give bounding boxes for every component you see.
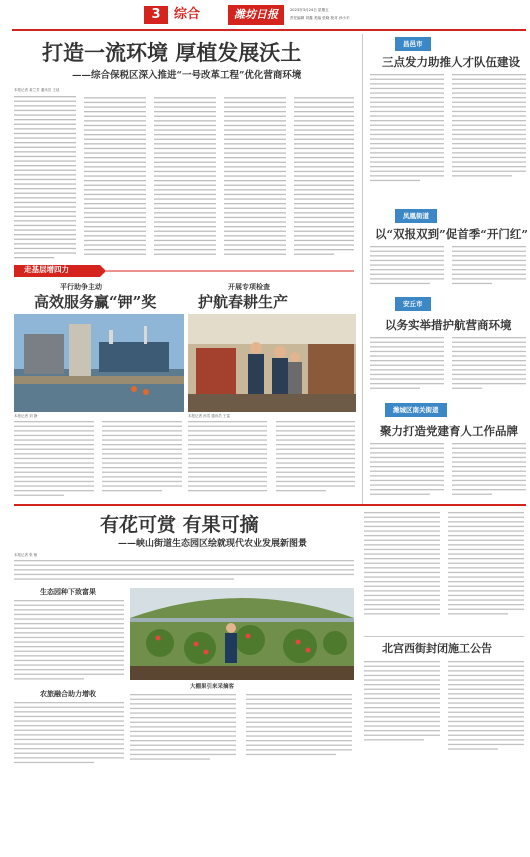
left-story-text bbox=[14, 421, 184, 501]
sidebar-headline-4: 聚力打造党建育人工作品牌 bbox=[380, 424, 518, 438]
sidebar-text-4 bbox=[370, 443, 526, 505]
sidebar-headline-3: 以务实举措护航营商环境 bbox=[385, 318, 512, 332]
feature-banner bbox=[14, 263, 354, 277]
sidebar-district-tag-3: 安丘市 bbox=[395, 297, 431, 311]
bottom-headline: 有花可赏 有果可摘 bbox=[100, 514, 259, 536]
bottom-subheadline: ——峡山街道生态园区绘就现代农业发展新图景 bbox=[118, 539, 308, 549]
sidebar-text-2 bbox=[370, 246, 526, 290]
bottom-byline: 本报记者 张 敏 bbox=[14, 553, 38, 557]
section-name: 综合 bbox=[174, 7, 201, 22]
bottom-section3-head: 大棚果引来采摘客 bbox=[190, 684, 235, 690]
lead-byline: 本报记者 姜兰芳 通讯员 王延 bbox=[14, 88, 60, 92]
sidebar-bottom-text bbox=[364, 512, 526, 632]
lead-text-lines bbox=[14, 96, 356, 261]
left-byline: 本报记者 刘 静 bbox=[14, 414, 38, 418]
bottom-col1b-text bbox=[14, 702, 124, 768]
masthead-rule bbox=[12, 29, 526, 31]
sidebar-text-3 bbox=[370, 337, 526, 399]
page-number: 3 bbox=[144, 6, 168, 24]
bottom-section1-head: 生态园种下致富果 bbox=[40, 588, 96, 596]
sidebar-text-1 bbox=[370, 74, 526, 194]
left-kicker: 平行助争主动 bbox=[60, 283, 102, 291]
notice-headline: 北宫西街封闭施工公告 bbox=[382, 642, 492, 655]
right-headline: 护航春耕生产 bbox=[198, 293, 289, 311]
bottom-col1-text bbox=[14, 600, 124, 690]
port-photo bbox=[14, 314, 184, 412]
right-byline: 本报记者 孙雪 通讯员 王雷 bbox=[188, 414, 230, 418]
notice-text bbox=[364, 661, 524, 761]
bottom-col2-text bbox=[130, 694, 354, 768]
sidebar-district-tag-4: 潍城区南关街道 bbox=[385, 403, 447, 417]
sidebar-headline-2: 以“双报双到”促首季“开门红” bbox=[375, 227, 528, 241]
bottom-intro-text bbox=[14, 560, 354, 588]
sidebar-district-tag-2: 凤凰街道 bbox=[395, 209, 437, 223]
bottom-section2-head: 农旅融合助力增收 bbox=[40, 690, 96, 698]
greenhouse-photo bbox=[130, 588, 354, 680]
notice-box bbox=[364, 636, 524, 765]
sidebar-district-tag-1: 昌邑市 bbox=[395, 37, 431, 51]
lead-subheadline: ——综合保税区深入推进“一号改革工程”优化营商环境 bbox=[72, 70, 302, 81]
newspaper-logo: 潍坊日报 bbox=[228, 5, 284, 25]
sidebar-headline-1: 三点发力助推人才队伍建设 bbox=[382, 55, 520, 69]
editor-credits: 责任编辑 刘鑫 美编 张晓 校对 孙小平 bbox=[290, 16, 350, 20]
left-headline: 高效服务赢“钾”奖 bbox=[34, 293, 157, 311]
inspection-photo bbox=[188, 314, 356, 412]
sidebar-divider bbox=[362, 34, 363, 504]
lead-headline: 打造一流环境 厚植发展沃土 bbox=[42, 40, 302, 65]
right-story-text bbox=[188, 421, 356, 501]
banner-label: 走基层增四力 bbox=[24, 265, 69, 274]
issue-date: 2023年3月24日 星期五 bbox=[290, 8, 329, 12]
right-kicker: 开展专项检查 bbox=[228, 283, 270, 291]
